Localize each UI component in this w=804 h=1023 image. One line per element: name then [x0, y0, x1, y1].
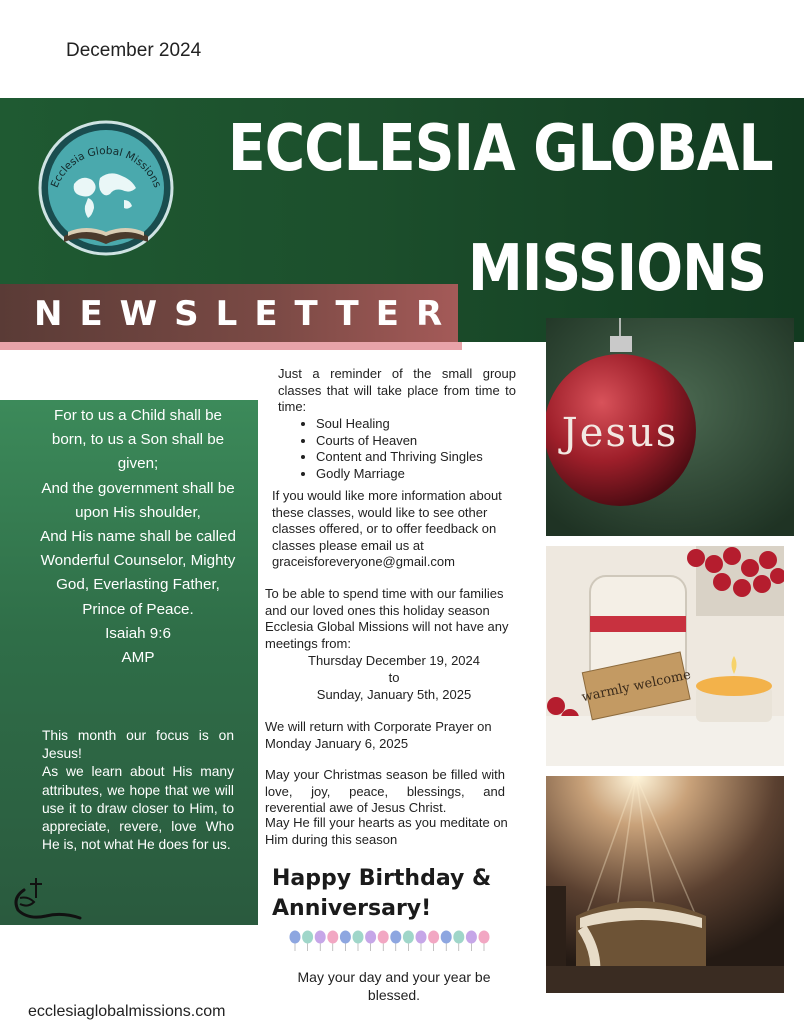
logo-text: Ecclesia Global Missions	[48, 144, 164, 190]
welcome-jar-photo	[546, 546, 784, 766]
balloon	[365, 931, 376, 944]
balloon	[353, 931, 364, 944]
holiday-start: Thursday December 19, 2024	[308, 653, 480, 668]
ornament-photo	[546, 318, 794, 536]
verse-version: AMP	[121, 649, 155, 667]
verse-line: And His name shall be called Wonderful Counselor, Mighty God, Everlasting Father, Prince of Peace.	[40, 528, 236, 618]
list-item: • Soul Healing	[316, 416, 483, 433]
holiday-end: Sunday, January 5th, 2025	[316, 687, 472, 702]
balloon	[416, 931, 427, 944]
verse-line: For to us a Child shall be born, to us a Son shall be given;	[51, 407, 225, 473]
holiday-to: to	[388, 670, 400, 685]
balloon	[290, 931, 301, 944]
focus-body: As we learn about His many attributes, we hope that we will use it to draw closer to Him, to appreciate, revere, love Who He is, not what He does for us.	[42, 764, 234, 853]
list-item: • Content and Thriving Singles	[316, 449, 483, 466]
balloon	[428, 931, 439, 944]
balloons-icon	[288, 930, 494, 952]
balloon	[378, 931, 389, 944]
cross-flourish-icon	[6, 872, 86, 922]
balloon	[441, 931, 452, 944]
title-line-2: MISSIONS	[468, 232, 767, 306]
balloon	[340, 931, 351, 944]
classes-intro: Just a reminder of the small group classes that will take place from time to time:	[278, 366, 516, 414]
meditate-wish: May He fill your hearts as you meditate on Him during this season	[265, 815, 508, 847]
balloon	[315, 931, 326, 944]
balloon	[390, 931, 401, 944]
focus-text	[42, 727, 234, 854]
balloon	[479, 931, 490, 944]
verse-reference: Isaiah 9:6	[105, 624, 171, 642]
balloon	[403, 931, 414, 944]
return-notice: We will return with Corporate Prayer on Monday January 6, 2025	[265, 719, 492, 751]
holiday-dates	[265, 652, 523, 703]
classes-info: If you would like more information about these classes, would like to see other classes offered, or to offer feedback on classes please email us at graceisforeveryone@gmail.com	[272, 488, 502, 569]
website-link[interactable]: ecclesiaglobalmissions.com	[28, 1003, 226, 1020]
classes-list	[300, 416, 483, 482]
verse-text	[40, 404, 236, 670]
ecclesia-logo	[24, 118, 188, 258]
newsletter-date: December 2024	[66, 40, 202, 61]
balloon	[327, 931, 338, 944]
focus-intro: This month our focus is on Jesus!	[42, 728, 234, 762]
title-line-1: ECCLESIA GLOBAL	[228, 112, 773, 186]
balloon	[302, 931, 313, 944]
birthday-blessing: May your day and your year be blessed.	[297, 969, 491, 1003]
verse-line: And the government shall be upon His shoulder,	[41, 479, 235, 521]
newsletter-label: NEWSLETTER	[34, 294, 460, 334]
balloon	[466, 931, 477, 944]
christmas-wish: May your Christmas season be filled with love, joy, peace, blessings, and reverential awe of Jesus Christ.	[265, 767, 505, 815]
ornament-text: Jesus	[561, 410, 679, 456]
jar-tag-text: warmly welcome	[580, 667, 693, 706]
list-item: • Godly Marriage	[316, 466, 483, 483]
newsletter-bar-underline	[0, 342, 462, 350]
balloon	[453, 931, 464, 944]
manger-photo	[546, 776, 784, 993]
holiday-notice: To be able to spend time with our families and our loved ones this holiday season Ecclesia Global Missions will not have any meetings from:	[265, 586, 509, 651]
birthday-heading: Happy Birthday & Anniversary!	[272, 866, 492, 921]
list-item: • Courts of Heaven	[316, 433, 483, 450]
